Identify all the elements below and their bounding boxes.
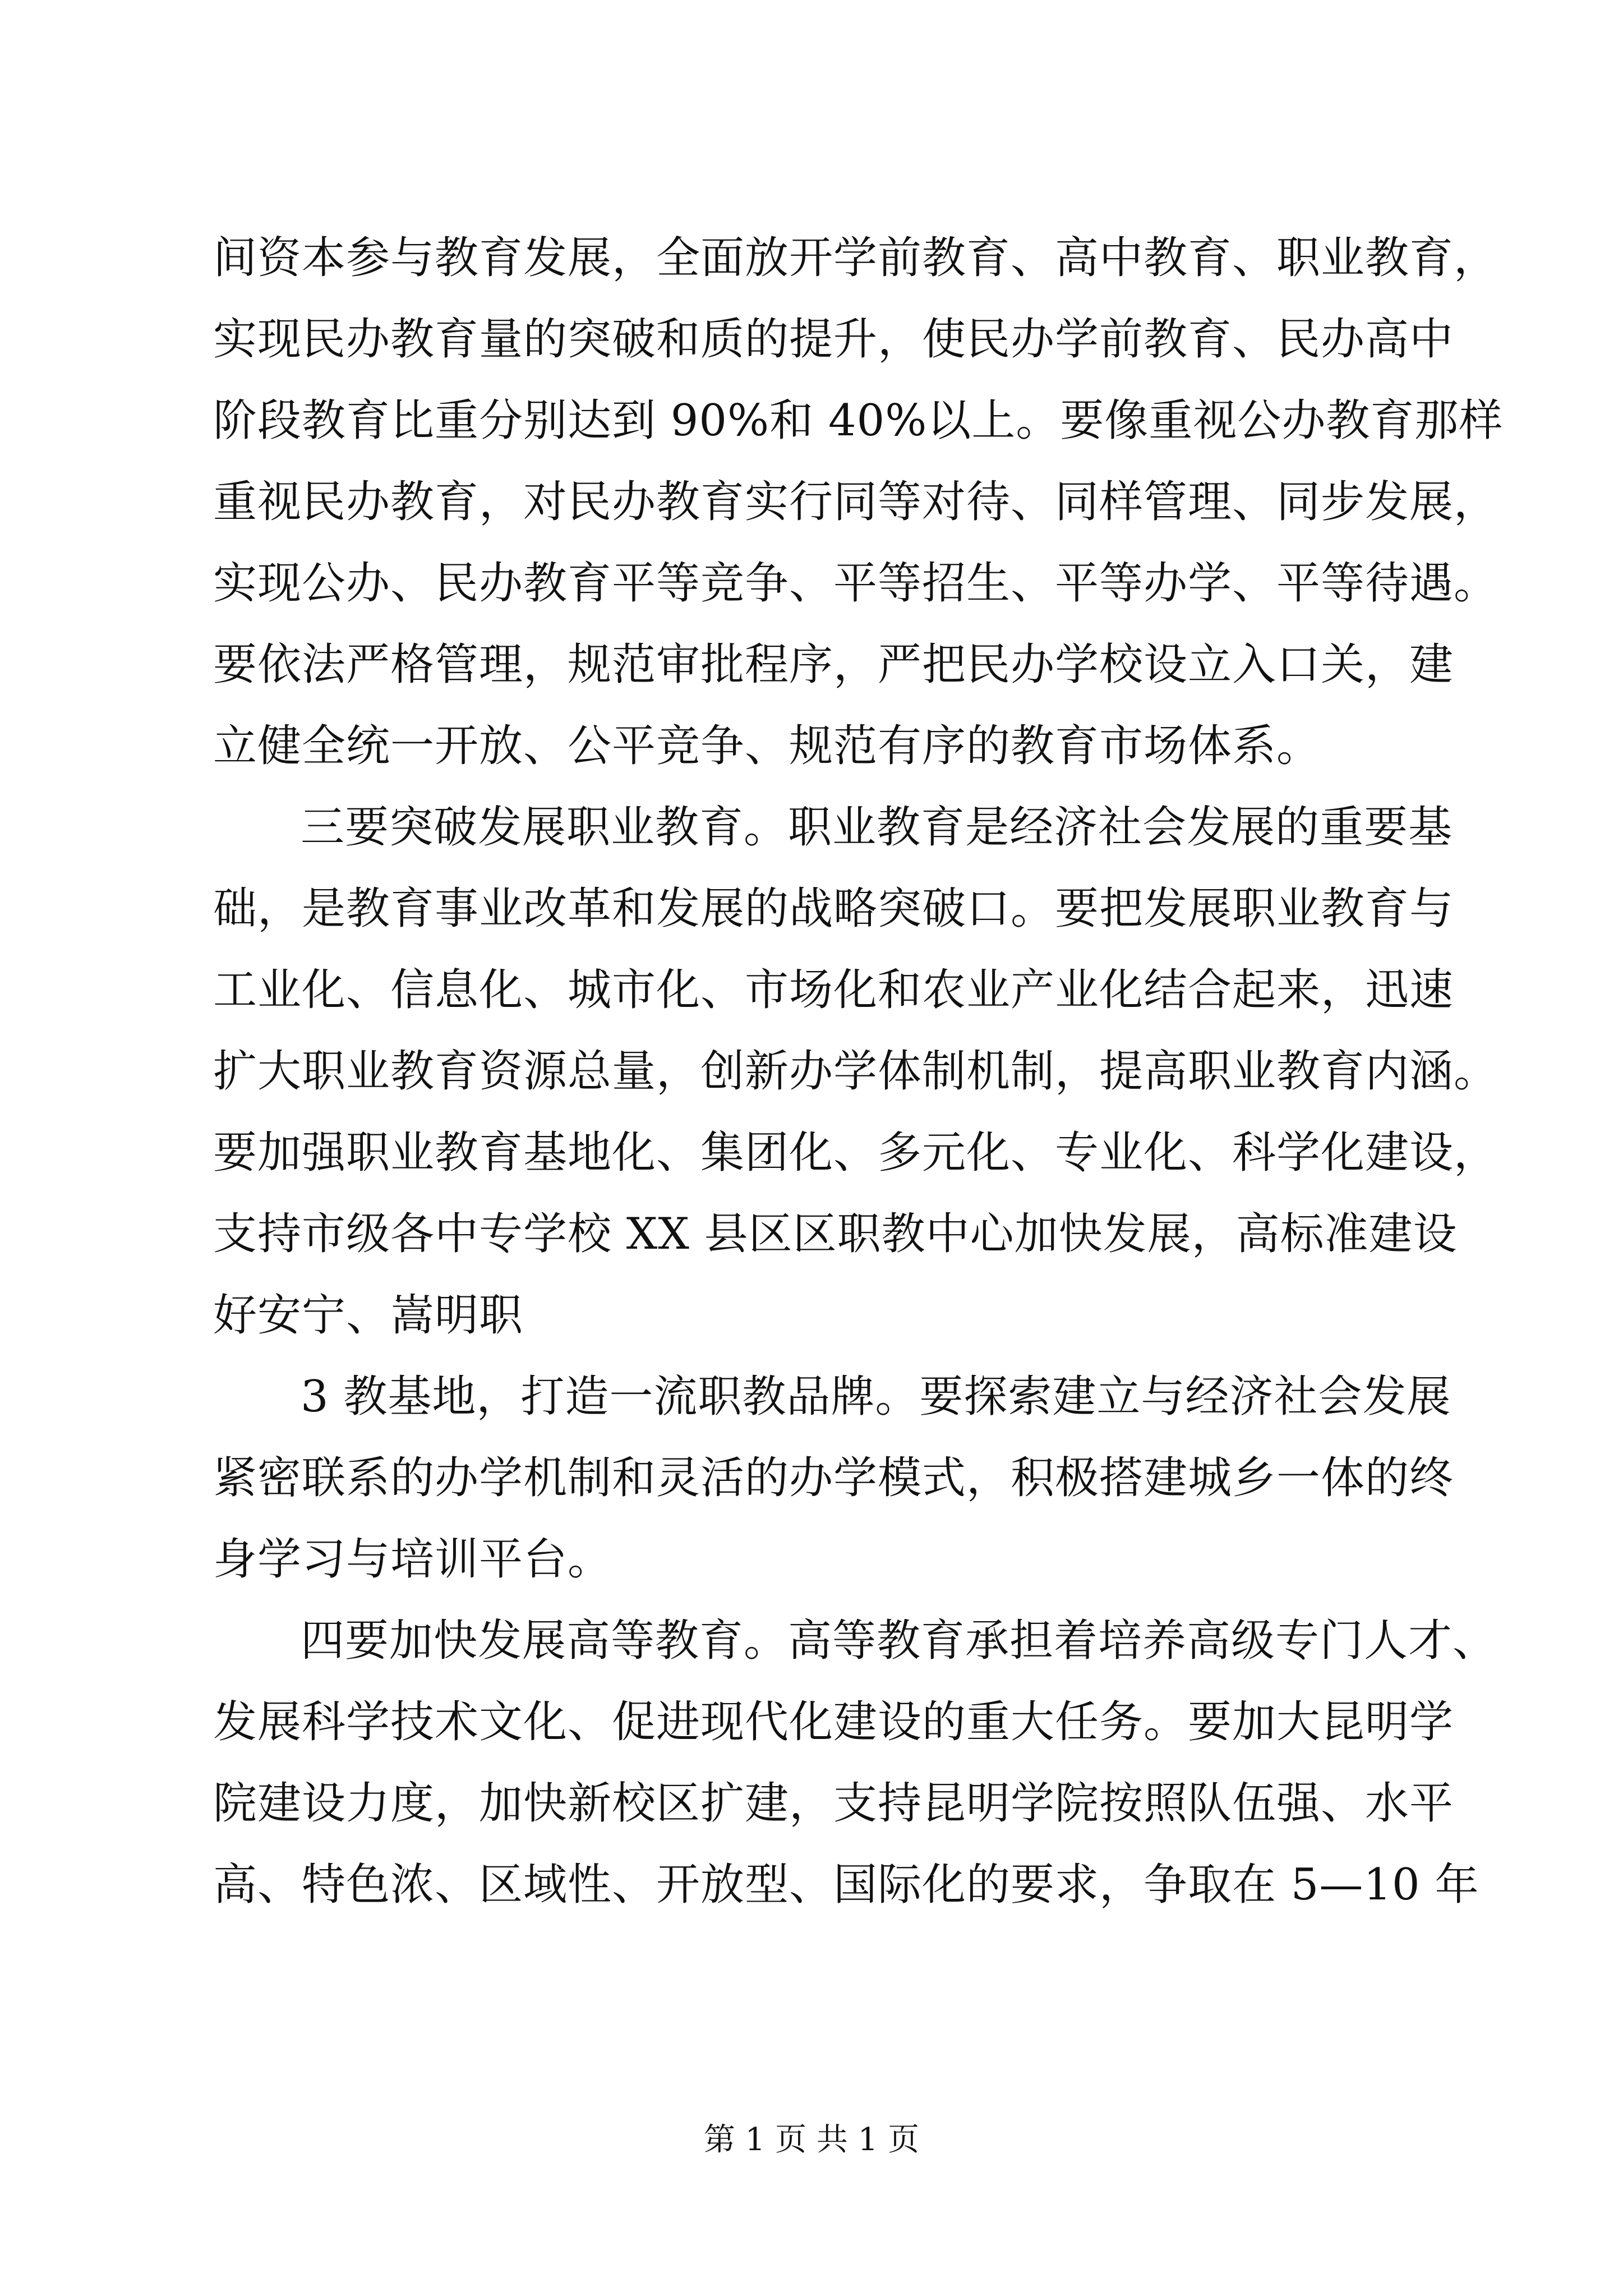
text-line: 实现公办、民办教育平等竞争、平等招生、平等办学、平等待遇。 (213, 558, 1498, 609)
text-line: 实现民办教育量的突破和质的提升，使民办学前教育、民办高中 (213, 314, 1454, 365)
document-body (213, 218, 1504, 1926)
text-line: 支持市级各中专学校 XX 县区区职教中心加快发展，高标准建设 (213, 1209, 1458, 1259)
text-line: 发展科学技术文化、促进现代化建设的重大任务。要加大昆明学 (213, 1697, 1454, 1747)
text-line: 好安宁、嵩明职 (213, 1290, 524, 1341)
paragraph-start-line: 三要突破发展职业教育。职业教育是经济社会发展的重要基 (301, 802, 1453, 853)
paragraph-start-line: 四要加快发展高等教育。高等教育承担着培养高级专门人才、 (301, 1616, 1497, 1666)
text-line: 高、特色浓、区域性、开放型、国际化的要求，争取在 5—10 年 (213, 1860, 1479, 1910)
text-line: 要加强职业教育基地化、集团化、多元化、专业化、科学化建设， (213, 1128, 1498, 1178)
text-line: 阶段教育比重分别达到 90%和 40%以上。要像重视公办教育那样 (213, 395, 1504, 446)
page-number-footer: 第 1 页 共 1 页 (703, 2122, 920, 2158)
text-line: 身学习与培训平台。 (213, 1534, 612, 1585)
text-line: 立健全统一开放、公平竞争、规范有序的教育市场体系。 (213, 721, 1321, 771)
text-line: 工业化、信息化、城市化、市场化和农业产业化结合起来，迅速 (213, 965, 1454, 1015)
text-line: 紧密联系的办学机制和灵活的办学模式，积极搭建城乡一体的终 (213, 1453, 1454, 1503)
text-line: 要依法严格管理，规范审批程序，严把民办学校设立入口关，建 (213, 639, 1454, 690)
paragraph-start-line: 3 教基地，打造一流职教品牌。要探索建立与经济社会发展 (301, 1372, 1451, 1422)
text-line: 础，是教育事业改革和发展的战略突破口。要把发展职业教育与 (213, 884, 1454, 934)
text-line: 院建设力度，加快新校区扩建，支持昆明学院按照队伍强、水平 (213, 1778, 1454, 1829)
text-line: 间资本参与教育发展，全面放开学前教育、高中教育、职业教育， (213, 233, 1498, 283)
text-line: 扩大职业教育资源总量，创新办学体制机制，提高职业教育内涵。 (213, 1046, 1498, 1097)
text-line: 重视民办教育，对民办教育实行同等对待、同样管理、同步发展， (213, 477, 1498, 527)
